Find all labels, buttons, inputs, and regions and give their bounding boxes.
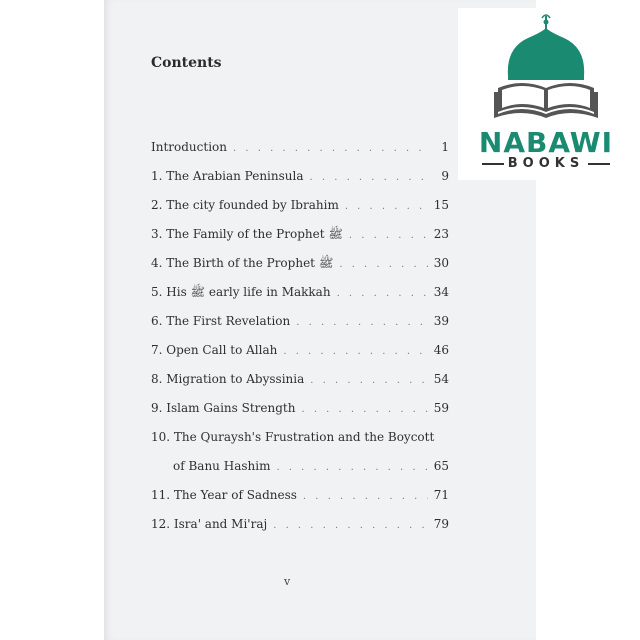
toc-leader — [339, 259, 427, 270]
toc-entry — [151, 401, 449, 430]
toc-leader — [301, 404, 427, 415]
dome-book-icon — [458, 8, 634, 126]
toc-label: 12. Isra' and Mi'raj — [151, 517, 268, 531]
toc-label: 10. The Quraysh's Frustration and the Boycott — [151, 430, 435, 444]
nabawi-books-logo — [458, 8, 634, 180]
toc-page: 1 — [441, 140, 449, 154]
toc-page: 54 — [433, 372, 449, 386]
toc-entry — [151, 430, 449, 459]
toc-entry — [151, 314, 449, 343]
toc-leader — [296, 317, 427, 328]
toc-entry — [151, 169, 449, 198]
brand-name: NABAWI — [478, 126, 614, 159]
toc-leader — [273, 520, 428, 531]
toc-label: Introduction — [151, 140, 227, 154]
brand-subtitle — [458, 156, 634, 171]
toc-leader — [310, 375, 427, 386]
toc-page: 9 — [441, 169, 449, 183]
page-number: v — [284, 575, 291, 588]
toc-leader — [310, 172, 430, 183]
toc-entry — [151, 517, 449, 546]
toc-page: 39 — [433, 314, 449, 328]
toc-label: 8. Migration to Abyssinia — [151, 372, 305, 386]
toc-entry — [151, 198, 449, 227]
toc-entry — [151, 285, 449, 314]
toc-page: 34 — [433, 285, 449, 299]
toc-leader — [233, 143, 429, 154]
toc-entry — [151, 256, 449, 285]
toc-label: 9. Islam Gains Strength — [151, 401, 296, 415]
divider — [482, 163, 504, 165]
toc-page: 71 — [433, 488, 449, 502]
page-title: Contents — [151, 55, 222, 71]
toc-label: of Banu Hashim — [173, 459, 271, 473]
toc-page: 23 — [433, 227, 449, 241]
toc-page: 65 — [433, 459, 449, 473]
toc-entry — [151, 227, 449, 256]
toc-leader — [345, 201, 428, 212]
toc-leader — [303, 491, 428, 502]
toc-label: 5. His ﷺ early life in Makkah — [151, 285, 331, 299]
toc-entry — [151, 343, 449, 372]
toc-label: 7. Open Call to Allah — [151, 343, 278, 357]
toc-leader — [349, 230, 428, 241]
toc-label: 3. The Family of the Prophet ﷺ — [151, 227, 343, 241]
table-of-contents — [151, 140, 449, 546]
toc-label: 4. The Birth of the Prophet ﷺ — [151, 256, 334, 270]
toc-page: 30 — [433, 256, 449, 270]
toc-page: 46 — [433, 343, 449, 357]
toc-entry-continuation — [151, 459, 449, 488]
toc-page: 79 — [433, 517, 449, 531]
toc-label: 1. The Arabian Peninsula — [151, 169, 304, 183]
toc-entry — [151, 372, 449, 401]
toc-page: 59 — [433, 401, 449, 415]
toc-label: 6. The First Revelation — [151, 314, 291, 328]
toc-leader — [276, 462, 427, 473]
toc-page: 15 — [433, 198, 449, 212]
divider — [588, 163, 610, 165]
toc-entry — [151, 140, 449, 169]
toc-leader — [283, 346, 427, 357]
toc-label: 2. The city founded by Ibrahim — [151, 198, 339, 212]
toc-entry — [151, 488, 449, 517]
toc-label: 11. The Year of Sadness — [151, 488, 297, 502]
toc-leader — [337, 288, 428, 299]
brand-sub-text: BOOKS — [507, 156, 585, 171]
